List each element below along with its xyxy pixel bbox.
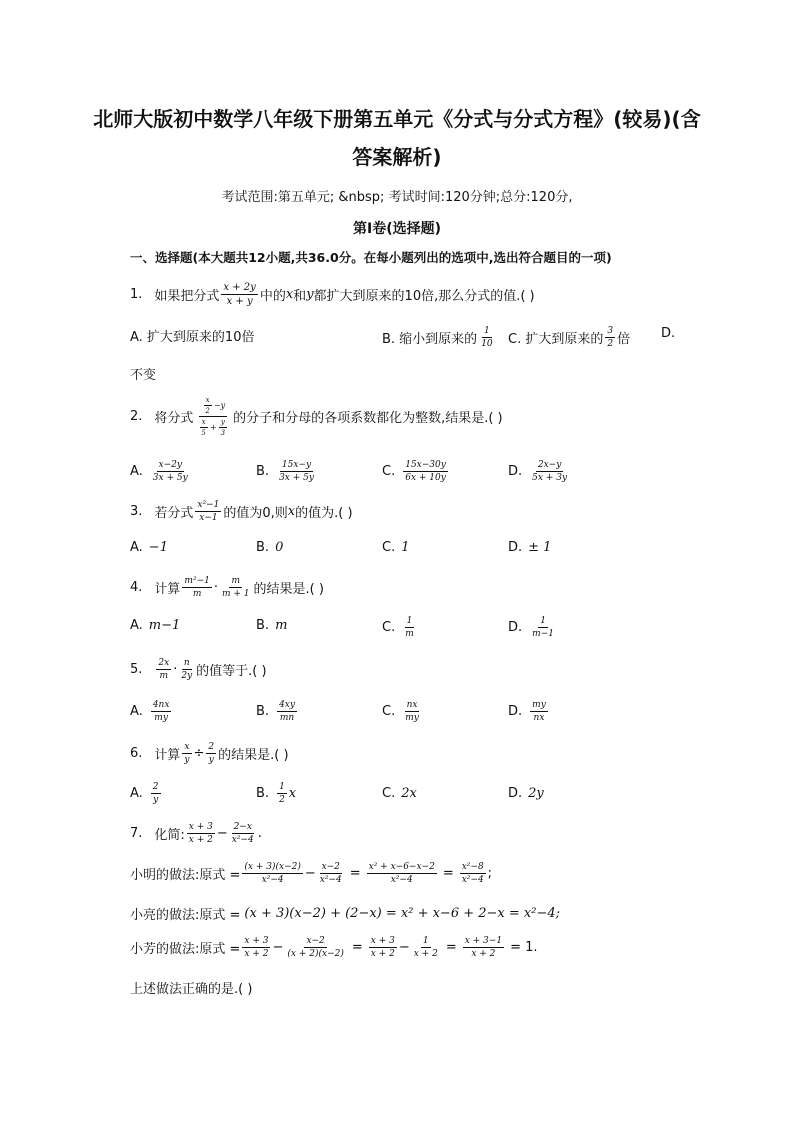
numerator: x + 3 — [188, 822, 213, 832]
compound-fraction — [195, 396, 231, 437]
option-b — [256, 782, 296, 805]
document-title: 北师大版初中数学八年级下册第五单元《分式与分式方程》(较易)(含答案解析) — [93, 107, 701, 169]
option-label: C. — [382, 540, 396, 555]
denominator: x + 2 — [244, 949, 269, 959]
option-label: D. — [508, 620, 523, 635]
denominator: 2y — [181, 671, 193, 681]
denominator: 5 — [201, 429, 206, 437]
option-c — [382, 786, 417, 801]
option-label: A. — [130, 704, 143, 719]
question-text: . — [257, 826, 262, 841]
numerator — [199, 396, 227, 417]
denominator: m — [159, 671, 169, 681]
question-text: 化简: — [154, 828, 185, 843]
numerator: 2x−y — [537, 460, 562, 470]
option-label: C. — [382, 786, 396, 801]
numerator: 2 — [208, 742, 215, 752]
question-text: 计算 — [154, 748, 181, 763]
question-text: 的结果是.( ) — [218, 748, 289, 763]
option-label: A. — [130, 464, 143, 479]
fraction — [530, 616, 556, 639]
question-number: 5. — [130, 662, 143, 677]
numerator: 1 — [540, 616, 546, 626]
fraction — [156, 658, 171, 681]
exam-info: 考试范围:第五单元; &nbsp; 考试时间:120分钟;总分:120分, — [221, 190, 573, 205]
option-label: C. — [382, 620, 396, 635]
option-a — [130, 782, 163, 805]
option-b — [256, 618, 287, 633]
option-value: m−1 — [148, 618, 181, 633]
math-text: = 1. — [510, 940, 538, 955]
operator: = — [445, 940, 457, 955]
fraction — [242, 862, 302, 885]
numerator: 1 — [422, 936, 429, 946]
numerator: 1 — [484, 326, 490, 336]
option-c — [382, 460, 450, 483]
fraction — [530, 460, 569, 483]
denominator: x + 2 — [370, 949, 395, 959]
option-label: B. — [256, 786, 270, 801]
fraction — [187, 822, 215, 845]
question-text: 都扩大到原来的10倍,那么分式的值.( ) — [313, 289, 535, 304]
section-heading: 一、选择题(本大题共12小题,共36.0分。在每小题列出的选项中,选出符合题目的一项) — [130, 250, 612, 265]
option-d — [508, 786, 544, 801]
denominator: x²−4 — [461, 875, 484, 885]
fraction — [285, 936, 345, 959]
option-d — [508, 700, 550, 723]
fraction — [463, 936, 504, 959]
variable: y — [306, 287, 314, 302]
option-value: m — [275, 618, 288, 633]
operator: − — [304, 866, 316, 881]
question-1 — [130, 282, 535, 307]
fraction — [530, 700, 548, 723]
denominator: y — [153, 795, 159, 805]
question-5 — [130, 658, 267, 681]
option-b — [256, 460, 318, 483]
xiaofang-method — [130, 936, 538, 959]
question-7 — [130, 822, 262, 845]
question-text: 的结果是.( ) — [253, 582, 324, 597]
denominator: my — [154, 713, 168, 723]
math-text: −y — [213, 400, 226, 410]
operator: ÷ — [193, 746, 205, 761]
operator: − — [216, 826, 228, 841]
numerator: 2−x — [233, 822, 252, 832]
numerator: x + 3 — [370, 936, 395, 946]
option-label: B. — [256, 540, 270, 555]
operator: · — [173, 662, 178, 677]
denominator: 10 — [481, 339, 493, 349]
numerator: (x + 3)(x−2) — [244, 862, 301, 872]
denominator: m — [405, 629, 414, 639]
operator: = — [351, 940, 363, 955]
question-text: 的值为.( ) — [295, 506, 353, 521]
denominator — [195, 417, 231, 437]
fraction — [151, 782, 161, 805]
denominator: y — [184, 755, 190, 765]
option-a — [130, 618, 180, 633]
fraction — [151, 700, 172, 723]
fraction — [460, 862, 486, 885]
option-text: C. 扩大到原来的 — [508, 332, 604, 347]
numerator: 1 — [279, 782, 285, 792]
fraction — [403, 616, 416, 639]
fraction — [403, 460, 448, 483]
option-text: 倍 — [617, 332, 631, 347]
option-label: A. — [130, 786, 143, 801]
question-number: 3. — [130, 504, 143, 519]
fraction — [219, 418, 227, 437]
option-c — [382, 700, 423, 723]
numerator: 1 — [406, 616, 413, 626]
fraction — [605, 326, 615, 349]
variable: x — [288, 786, 297, 801]
question-6 — [130, 742, 289, 765]
numerator: y — [220, 418, 225, 426]
denominator: x + 2 — [413, 949, 438, 959]
operator: − — [272, 940, 284, 955]
denominator: x + y — [226, 296, 253, 307]
question-text: 将分式 — [154, 411, 194, 426]
option-label: D. — [508, 704, 523, 719]
option-b — [382, 326, 497, 349]
fraction — [412, 936, 440, 959]
option-c — [382, 616, 418, 639]
fraction — [206, 742, 216, 765]
option-label: B. — [256, 464, 270, 479]
denominator: mn — [279, 713, 295, 723]
denominator: x²−4 — [390, 875, 413, 885]
xiaoliang-method — [130, 904, 560, 923]
numerator: m²−1 — [184, 576, 210, 586]
fraction — [151, 460, 190, 483]
numerator: m — [231, 576, 241, 586]
denominator: my — [405, 713, 419, 723]
fraction — [479, 326, 494, 349]
option-value: 2y — [528, 786, 544, 801]
denominator: 2 — [279, 795, 285, 805]
numerator: 2 — [152, 782, 159, 792]
question-text: 中的 — [259, 289, 286, 304]
denominator: 3x + 5y — [279, 473, 314, 483]
option-label: B. — [256, 704, 270, 719]
question-7-prompt: 上述做法正确的是.( ) — [130, 982, 253, 997]
fraction — [369, 936, 397, 959]
denominator: x + 2 — [471, 949, 496, 959]
denominator: x²−4 — [261, 875, 284, 885]
numerator: x² + x−6−x−2 — [368, 862, 435, 872]
numerator: x + 3−1 — [464, 936, 503, 946]
math-text: + — [209, 422, 217, 432]
question-text: 计算 — [154, 582, 181, 597]
question-text: 若分式 — [154, 506, 194, 521]
option-c — [508, 326, 630, 349]
fraction — [367, 862, 437, 885]
question-3 — [130, 500, 353, 523]
fraction — [277, 700, 297, 723]
method-label: 小芳的做法:原式 = — [130, 942, 241, 957]
option-d — [508, 616, 558, 639]
operator: − — [398, 940, 410, 955]
volume-heading: 第I卷(选择题) — [352, 221, 441, 237]
option-label: B. — [256, 618, 270, 633]
denominator: nx — [533, 713, 545, 723]
operator: · — [213, 580, 218, 595]
numerator: x + 3 — [244, 936, 269, 946]
math-text: ; — [487, 866, 493, 881]
fraction — [220, 576, 252, 599]
fraction — [182, 742, 191, 765]
option-value: −1 — [148, 540, 168, 555]
denominator: x−1 — [199, 513, 218, 523]
denominator: m — [192, 589, 202, 599]
option-value: 1 — [401, 540, 410, 555]
option-label: D. — [508, 540, 523, 555]
question-text: 如果把分式 — [154, 289, 220, 304]
option-value: 2x — [401, 786, 417, 801]
denominator: 2 — [205, 407, 210, 415]
option-a — [130, 700, 173, 723]
xiaoming-method — [130, 862, 492, 885]
numerator: my — [532, 700, 546, 710]
question-number: 1. — [130, 287, 143, 302]
numerator: n — [183, 658, 190, 668]
fraction — [403, 700, 421, 723]
fraction — [203, 396, 211, 415]
fraction — [179, 658, 194, 681]
question-number: 2. — [130, 409, 143, 424]
numerator: x + 2y — [223, 282, 256, 293]
question-4 — [130, 576, 324, 599]
fraction — [242, 936, 270, 959]
denominator: x + 2 — [188, 835, 213, 845]
question-number: 6. — [130, 746, 143, 761]
denominator: x²−4 — [319, 875, 342, 885]
option-c — [382, 540, 410, 555]
denominator: 6x + 10y — [405, 473, 446, 483]
fraction — [221, 282, 257, 307]
numerator: x²−8 — [461, 862, 484, 872]
question-number: 7. — [130, 826, 143, 841]
numerator: x−2y — [158, 460, 182, 470]
question-text: 的分子和分母的各项系数都化为整数,结果是.( ) — [233, 411, 503, 426]
numerator: 2x — [158, 658, 170, 668]
option-b — [256, 700, 299, 723]
option-label: A. — [130, 618, 143, 633]
question-text: 和 — [293, 289, 307, 304]
option-label: C. — [382, 464, 396, 479]
numerator: x²−1 — [197, 500, 220, 510]
fraction — [318, 862, 344, 885]
option-d: D. — [661, 326, 676, 341]
numerator: x — [205, 396, 210, 404]
question-text: 的值为0,则 — [223, 506, 288, 521]
option-value: ± 1 — [528, 540, 552, 555]
question-text: 的值等于.( ) — [196, 664, 267, 679]
operator: = — [442, 866, 454, 881]
fraction — [182, 576, 211, 599]
numerator: 15x−y — [281, 460, 312, 470]
numerator: x — [201, 418, 206, 426]
denominator: x²−4 — [231, 835, 254, 845]
option-b — [256, 540, 283, 555]
numerator: x−2 — [321, 862, 340, 872]
denominator: 3 — [220, 429, 226, 437]
numerator: 15x−30y — [405, 460, 446, 470]
fraction — [277, 460, 316, 483]
numerator: nx — [406, 700, 418, 710]
denominator: (x + 2)(x−2) — [287, 949, 344, 959]
option-label: D. — [508, 464, 523, 479]
denominator: m−1 — [532, 629, 554, 639]
denominator: 5x + 3y — [532, 473, 568, 483]
math-expression: (x + 3)(x−2) + (2−x) = x² + x−6 + 2−x = x²−4; — [244, 906, 560, 921]
fraction — [277, 782, 287, 805]
method-label: 小亮的做法:原式 = — [130, 908, 241, 923]
option-a — [130, 460, 192, 483]
method-label: 小明的做法:原式 = — [130, 868, 241, 883]
numerator: 3 — [607, 326, 614, 336]
numerator: 4nx — [152, 700, 170, 710]
option-text: B. 缩小到原来的 — [382, 332, 478, 347]
option-value: 0 — [275, 540, 284, 555]
numerator: x — [184, 742, 190, 752]
option-d — [508, 460, 571, 483]
fraction — [195, 500, 221, 523]
option-a: A. 扩大到原来的10倍 — [130, 330, 255, 345]
option-label: C. — [382, 704, 396, 719]
option-a — [130, 540, 168, 555]
option-d-continued: 不变 — [130, 368, 157, 383]
numerator: 4xy — [279, 700, 295, 710]
option-d — [508, 540, 551, 555]
option-label: D. — [508, 786, 523, 801]
denominator: 3x + 5y — [152, 473, 188, 483]
denominator: y — [208, 755, 214, 765]
fraction — [230, 822, 256, 845]
denominator: m + 1 — [221, 589, 250, 599]
variable: x — [287, 504, 296, 519]
question-2 — [130, 396, 503, 437]
variable: x — [285, 287, 294, 302]
question-number: 4. — [130, 580, 143, 595]
option-label: A. — [130, 540, 143, 555]
fraction — [199, 418, 207, 437]
operator: = — [349, 866, 361, 881]
denominator: 2 — [607, 339, 614, 349]
numerator: x−2 — [306, 936, 325, 946]
